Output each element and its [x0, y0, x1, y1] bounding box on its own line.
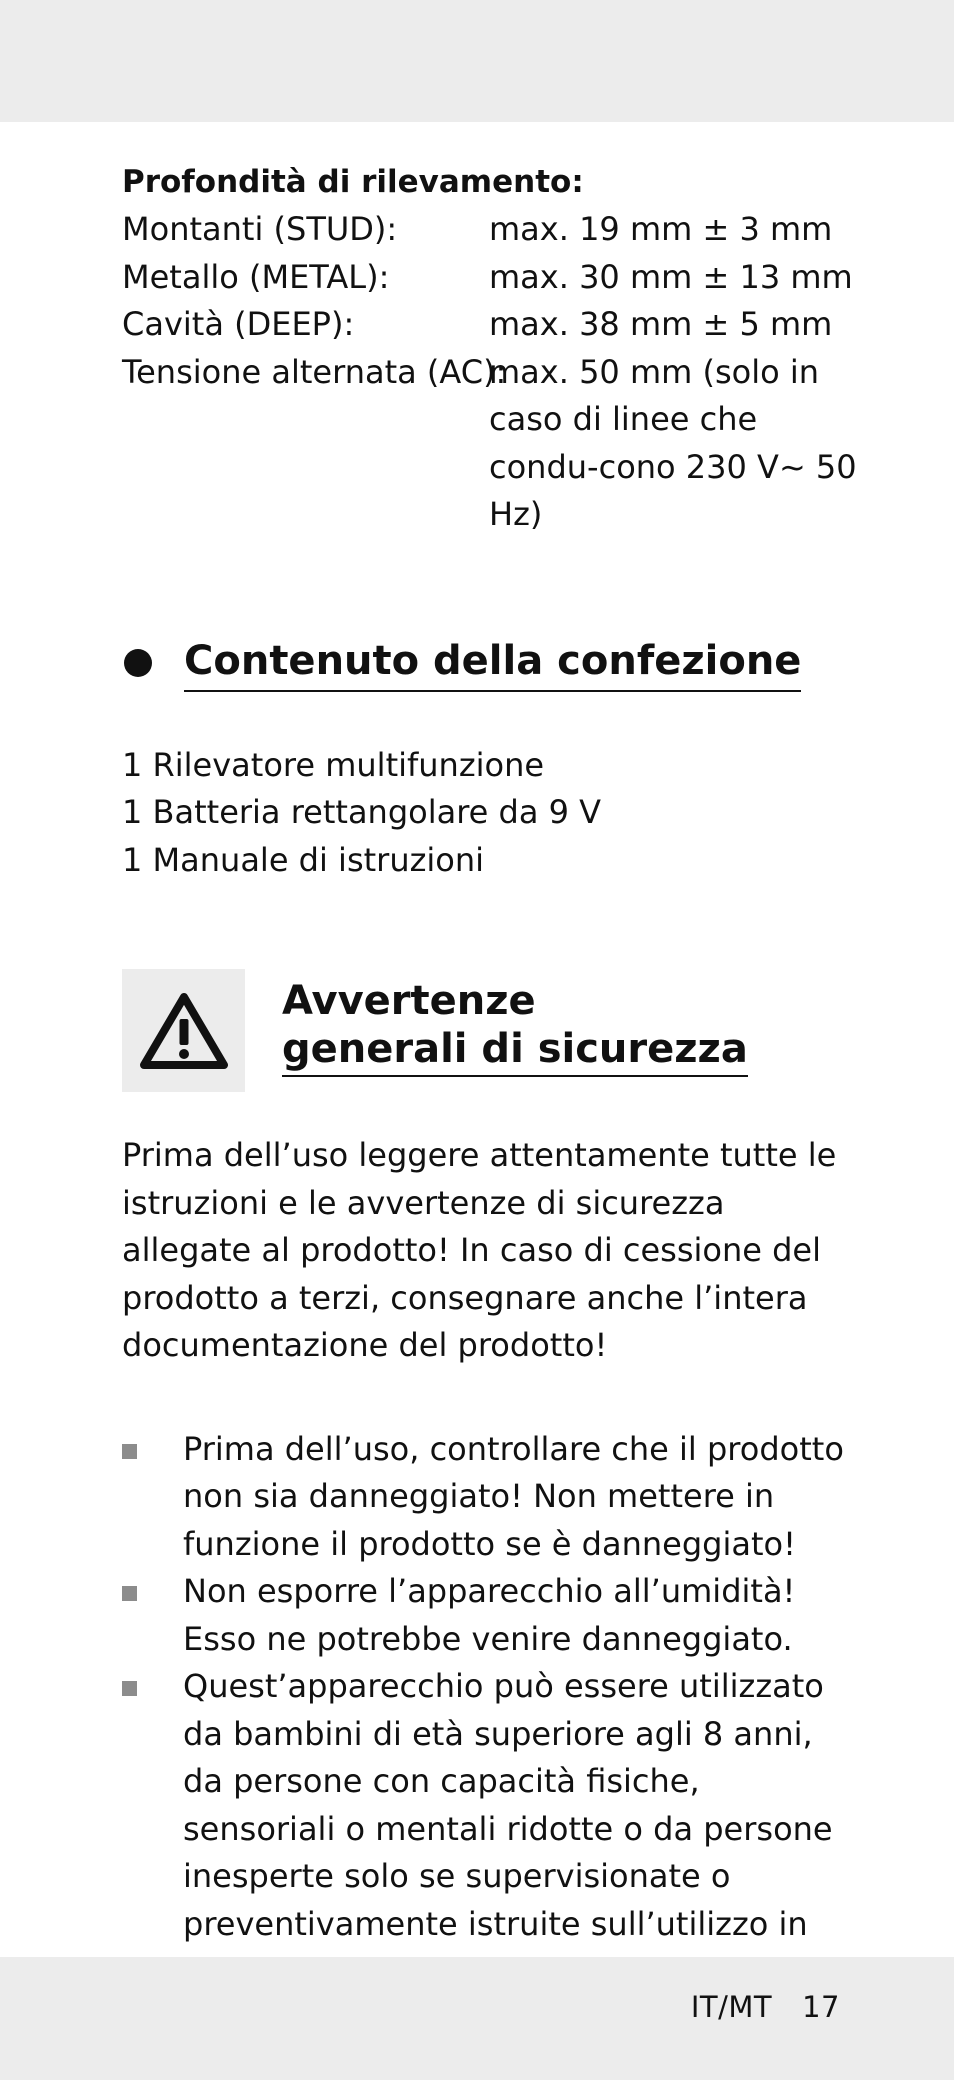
spec-value: max. 30 mm ± 13 mm	[489, 257, 853, 296]
spec-row	[122, 349, 862, 539]
safety-heading-text	[282, 969, 748, 1077]
section-bullet-icon	[124, 649, 152, 677]
list-item: 1 Rilevatore multifunzione	[122, 745, 545, 784]
package-heading-text: Contenuto della confezione	[184, 634, 801, 692]
bullet-text: Prima dell’uso, controllare che il prodotto non sia danneggiato! Non mettere in funzione il prodotto se è danneggiato!	[183, 1429, 844, 1563]
list-item: 1 Manuale di istruzioni	[122, 840, 485, 879]
package-heading	[122, 634, 862, 692]
square-bullet-icon	[122, 1681, 137, 1696]
warning-triangle-icon	[139, 991, 229, 1071]
spec-label: Montanti (STUD):	[122, 210, 398, 248]
bullet-text: Non esporre l’apparecchio all’umidità! Esso ne potrebbe venire danneggiato.	[183, 1572, 796, 1658]
spec-value: max. 50 mm (solo in caso di linee che condu-cono 230 V~ 50 Hz)	[489, 352, 857, 533]
top-margin-band	[0, 0, 954, 122]
safety-intro-paragraph: Prima dell’uso leggere attentamente tutte le istruzioni e le avvertenze di sicurezza allegate al prodotto! In caso di cessione del prodotto a terzi, consegnare anche l’intera documentazione del prodotto!	[122, 1136, 837, 1364]
page-number: 17	[802, 1990, 840, 2024]
spec-row	[122, 254, 862, 302]
spec-label: Tensione alternata (AC):	[122, 352, 507, 391]
safety-heading-line1: Avvertenze	[282, 978, 536, 1024]
warning-icon-box	[122, 969, 245, 1092]
list-item: 1 Batteria rettangolare da 9 V	[122, 793, 602, 831]
spec-row	[122, 206, 862, 254]
page-content	[122, 158, 862, 2043]
spec-label: Cavità (DEEP):	[122, 305, 355, 343]
spec-value: max. 38 mm ± 5 mm	[489, 305, 833, 343]
safety-heading-line2: generali di sicurezza	[282, 1025, 748, 1077]
footer-language: IT/MT	[690, 1990, 773, 2024]
spec-value: max. 19 mm ± 3 mm	[489, 210, 833, 248]
page-footer	[661, 1990, 840, 2024]
specs-title: Profondità di rilevamento:	[122, 164, 584, 200]
safety-bullet-list	[122, 1426, 862, 2044]
square-bullet-icon	[122, 1444, 137, 1459]
spec-label: Metallo (METAL):	[122, 257, 390, 296]
bullet-text: Quest’apparecchio può essere utilizzato da bambini di età superiore agli 8 anni, da persone con capacità fisiche, sensoriali o mentali ridotte o da persone inesperte solo se supervisionate o preventivamente istruite sull’utilizzo in	[183, 1667, 833, 1943]
detection-depth-specs	[122, 158, 862, 539]
square-bullet-icon	[122, 1586, 137, 1601]
safety-heading	[122, 969, 862, 1092]
package-contents-list	[122, 742, 862, 885]
spec-row	[122, 301, 862, 349]
list-item	[122, 1426, 862, 1569]
list-item	[122, 1568, 862, 1663]
